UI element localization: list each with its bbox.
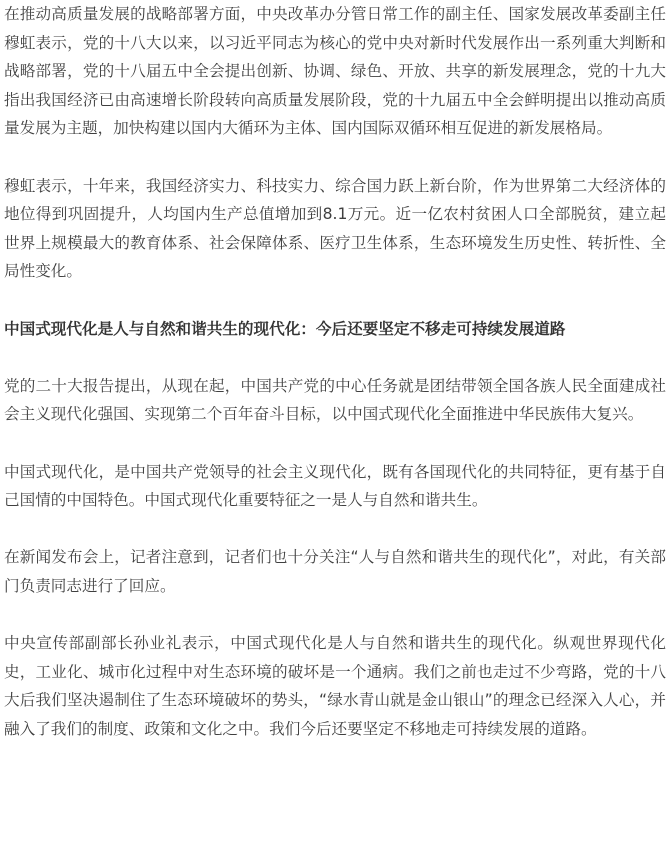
paragraph-chinese-modernization: 中国式现代化，是中国共产党领导的社会主义现代化，既有各国现代化的共同特征，更有基于自己国情的中国特色。中国式现代化重要特征之一是人与自然和谐共生。	[4, 462, 666, 510]
section-heading: 中国式现代化是人与自然和谐共生的现代化：今后还要坚定不移走可持续发展道路	[4, 319, 566, 338]
paragraph-sun-yeli-remarks: 中央宣传部副部长孙业礼表示，中国式现代化是人与自然和谐共生的现代化。纵观世界现代化史，工业化、城市化过程中对生态环境的破坏是一个通病。我们之前也走过不少弯路，党的十八大后我们坚决遏制住了生态环境破坏的势头，“绿水青山就是金山银山”的理念已经深入人心，并融入了我们的制度、政策和文化之中。我们今后还要坚定不移地走可持续发展的道路。	[4, 634, 666, 738]
paragraph-high-quality-development: 在推动高质量发展的战略部署方面，中央改革办分管日常工作的副主任、国家发展改革委副主任穆虹表示，党的十八大以来，以习近平同志为核心的党中央对新时代发展作出一系列重大判断和战略部署，党的十八届五中全会提出创新、协调、绿色、开放、共享的新发展理念，党的十九大指出我国经济已由高速增长阶段转向高质量发展阶段，党的十九届五中全会鲜明提出以推动高质量发展为主题，加快构建以国内大循环为主体、国内国际双循环相互促进的新发展格局。	[4, 5, 666, 138]
paragraph-press-conference: 在新闻发布会上，记者注意到，记者们也十分关注“人与自然和谐共生的现代化”，对此，有关部门负责同志进行了回应。	[4, 548, 666, 595]
paragraph-twentieth-congress-report: 党的二十大报告提出，从现在起，中国共产党的中心任务就是团结带领全国各族人民全面建成社会主义现代化强国、实现第二个百年奋斗目标，以中国式现代化全面推进中华民族伟大复兴。	[4, 376, 666, 424]
paragraph-decade-achievements: 穆虹表示，十年来，我国经济实力、科技实力、综合国力跃上新台阶，作为世界第二大经济体的地位得到巩固提升，人均国内生产总值增加到8.1万元。近一亿农村贫困人口全部脱贫，建立起世界上规模最大的教育体系、社会保障体系、医疗卫生体系，生态环境发生历史性、转折性、全局性变化。	[4, 176, 666, 281]
